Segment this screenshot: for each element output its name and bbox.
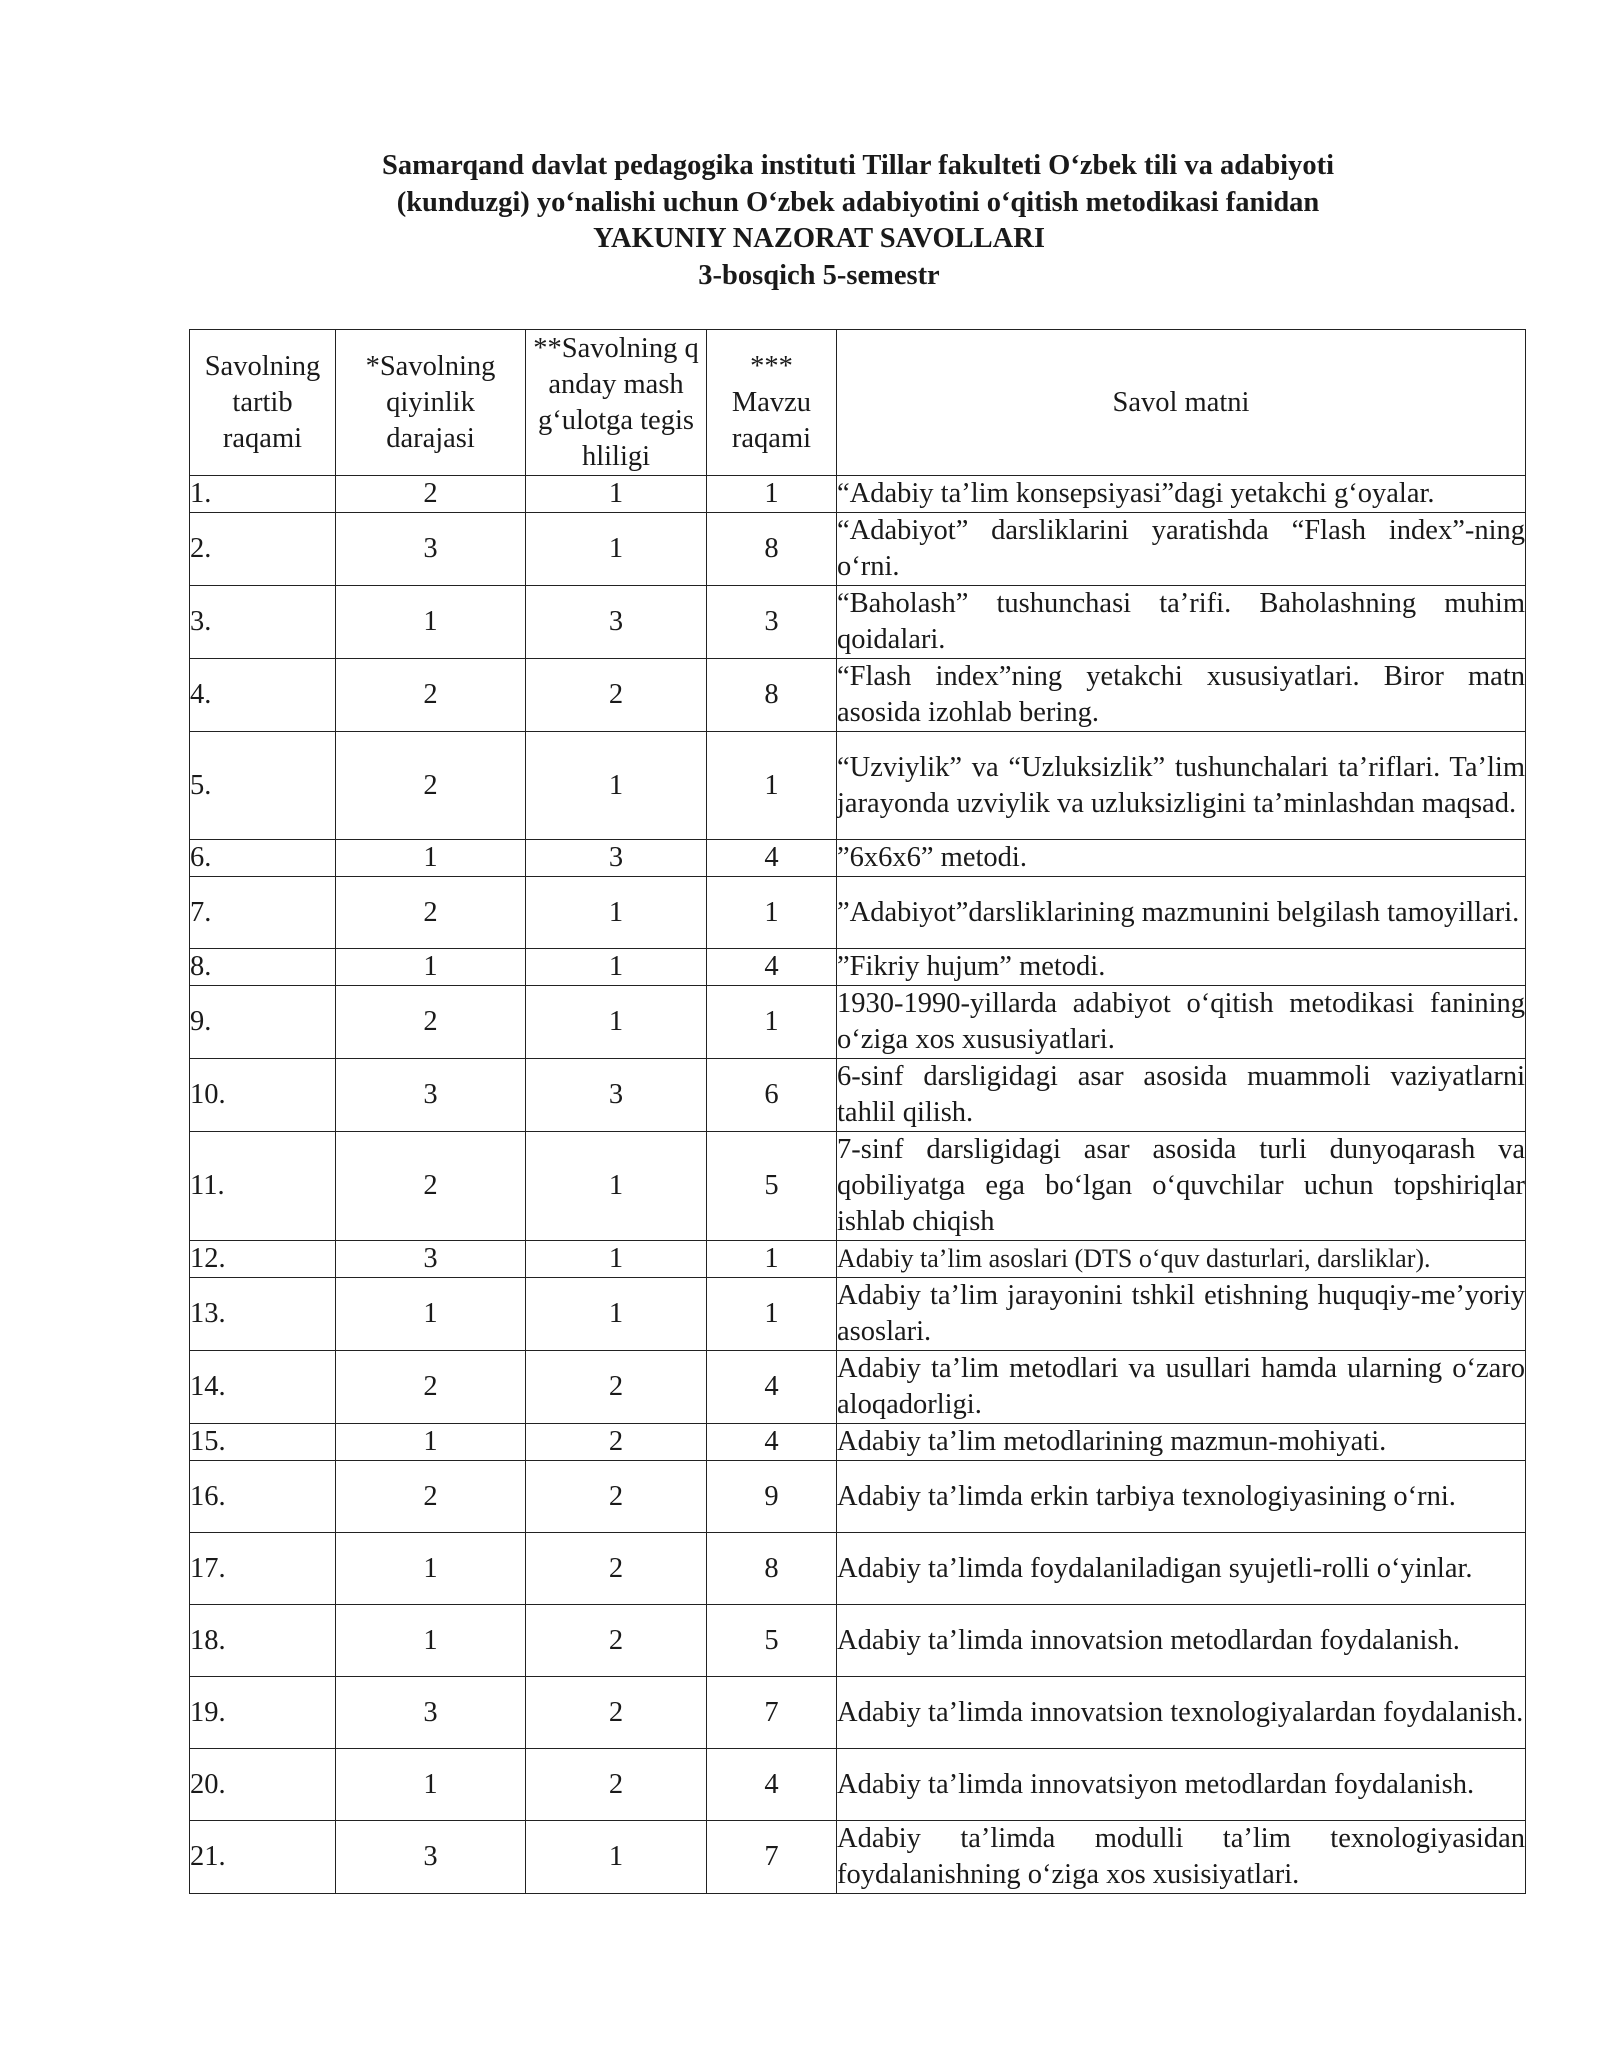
row-topic-number: 1	[707, 986, 837, 1059]
row-difficulty: 1	[336, 586, 526, 659]
row-topic-number: 9	[707, 1461, 837, 1533]
row-number: 16.	[190, 1461, 336, 1533]
table-row	[190, 986, 1526, 1059]
row-number: 14.	[190, 1351, 336, 1424]
row-difficulty: 3	[336, 1821, 526, 1894]
question-text: Adabiy ta’limda foydalaniladigan syujetli-rolli o‘yinlar.	[837, 1552, 1473, 1584]
row-topic-number: 7	[707, 1677, 837, 1749]
row-topic-number: 4	[707, 949, 837, 986]
row-question-text	[837, 1424, 1526, 1461]
table-row	[190, 586, 1526, 659]
row-question-text	[837, 949, 1526, 986]
row-question-text	[837, 1132, 1526, 1241]
table-row	[190, 513, 1526, 586]
question-text: 7-sinf darsligidagi asar asosida turli dunyoqarash va qobiliyatga ega bo‘lgan o‘quvchilar uchun topshiriqlar ishlab chiqish	[837, 1134, 1525, 1237]
row-difficulty: 2	[336, 1132, 526, 1241]
row-difficulty: 2	[336, 1461, 526, 1533]
row-number: 1.	[190, 476, 336, 513]
row-question-text	[837, 1605, 1526, 1677]
col-header-lesson-type: **Savolning qanday mashg‘ulotga tegishliligi	[526, 330, 707, 476]
table-row	[190, 1424, 1526, 1461]
row-number: 7.	[190, 877, 336, 949]
row-question-text	[837, 840, 1526, 877]
row-question-text	[837, 476, 1526, 513]
row-difficulty: 1	[336, 949, 526, 986]
row-difficulty: 1	[336, 1533, 526, 1605]
question-text: ”Fikriy hujum” metodi.	[837, 951, 1106, 982]
table-row	[190, 1749, 1526, 1821]
col-header-number: Savolning tartib raqami	[190, 330, 336, 476]
row-topic-number: 1	[707, 1241, 837, 1278]
document-title: YAKUNIY NAZORAT SAVOLLARI	[593, 223, 1045, 254]
table-row	[190, 1132, 1526, 1241]
table-body	[190, 476, 1526, 1894]
table-header-row	[190, 330, 1526, 476]
row-difficulty: 2	[336, 986, 526, 1059]
row-lesson-type: 2	[526, 1533, 707, 1605]
row-lesson-type: 2	[526, 659, 707, 732]
row-question-text	[837, 586, 1526, 659]
row-lesson-type: 2	[526, 1351, 707, 1424]
row-question-text	[837, 986, 1526, 1059]
header-course: (kunduzgi) yo‘nalishi uchun O‘zbek adabiyotini o‘qitish metodikasi fanidan	[396, 186, 1320, 218]
question-text: 1930-1990-yillarda adabiyot o‘qitish metodikasi fanining o‘ziga xos xususiyatlari.	[837, 988, 1525, 1055]
row-number: 8.	[190, 949, 336, 986]
row-number: 21.	[190, 1821, 336, 1894]
row-topic-number: 4	[707, 1351, 837, 1424]
table-row	[190, 1677, 1526, 1749]
row-lesson-type: 2	[526, 1461, 707, 1533]
row-topic-number: 4	[707, 840, 837, 877]
row-difficulty: 2	[336, 476, 526, 513]
row-difficulty: 3	[336, 1241, 526, 1278]
row-topic-number: 4	[707, 1749, 837, 1821]
question-text: Adabiy ta’limda erkin tarbiya texnologiyasining o‘rni.	[837, 1480, 1456, 1512]
row-question-text	[837, 1059, 1526, 1132]
question-text: “Uzviylik” va “Uzluksizlik” tushunchalari ta’riflari. Ta’lim jarayonda uzviylik va uzluksizligini ta’minlashdan maqsad.	[837, 751, 1525, 819]
table-row	[190, 877, 1526, 949]
row-lesson-type: 1	[526, 986, 707, 1059]
row-difficulty: 3	[336, 1059, 526, 1132]
row-topic-number: 7	[707, 1821, 837, 1894]
table-header	[190, 330, 1526, 476]
question-text: Adabiy ta’lim metodlari va usullari hamda ularning o‘zaro aloqadorligi.	[837, 1353, 1525, 1420]
col-header-question-text: Savol matni	[837, 330, 1526, 476]
row-question-text	[837, 1533, 1526, 1605]
table-row	[190, 659, 1526, 732]
row-question-text	[837, 877, 1526, 949]
row-topic-number: 8	[707, 513, 837, 586]
row-question-text	[837, 1241, 1526, 1278]
row-number: 12.	[190, 1241, 336, 1278]
question-text: Adabiy ta’lim jarayonini tshkil etishning huquqiy-me’yoriy asoslari.	[837, 1280, 1525, 1347]
row-question-text	[837, 1278, 1526, 1351]
row-topic-number: 1	[707, 732, 837, 840]
table-row	[190, 840, 1526, 877]
row-topic-number: 4	[707, 1424, 837, 1461]
row-lesson-type: 2	[526, 1424, 707, 1461]
question-text: Adabiy ta’lim metodlarining mazmun-mohiyati.	[837, 1426, 1387, 1457]
row-topic-number: 1	[707, 476, 837, 513]
row-lesson-type: 1	[526, 513, 707, 586]
row-difficulty: 1	[336, 1605, 526, 1677]
row-difficulty: 3	[336, 513, 526, 586]
row-lesson-type: 1	[526, 732, 707, 840]
table-row	[190, 1241, 1526, 1278]
question-text: “Flash index”ning yetakchi xususiyatlari. Biror matn asosida izohlab bering.	[837, 661, 1525, 728]
row-number: 15.	[190, 1424, 336, 1461]
header-semester: 3-bosqich 5-semestr	[698, 259, 940, 291]
row-question-text	[837, 1677, 1526, 1749]
row-lesson-type: 1	[526, 1132, 707, 1241]
row-question-text	[837, 1821, 1526, 1894]
row-difficulty: 2	[336, 732, 526, 840]
row-question-text	[837, 1351, 1526, 1424]
row-difficulty: 1	[336, 1749, 526, 1821]
row-topic-number: 8	[707, 659, 837, 732]
row-lesson-type: 1	[526, 1278, 707, 1351]
row-lesson-type: 1	[526, 949, 707, 986]
row-number: 3.	[190, 586, 336, 659]
row-number: 6.	[190, 840, 336, 877]
header-institution: Samarqand davlat pedagogika instituti Tillar fakulteti O‘zbek tili va adabiyoti	[381, 150, 1334, 181]
row-number: 2.	[190, 513, 336, 586]
row-lesson-type: 1	[526, 1241, 707, 1278]
questions-table	[189, 329, 1526, 1894]
row-number: 20.	[190, 1749, 336, 1821]
question-text: Adabiy ta’limda innovatsiyon metodlardan foydalanish.	[837, 1768, 1475, 1800]
question-text: “Adabiyot” darsliklarini yaratishda “Flash index”-ning o‘rni.	[837, 515, 1525, 582]
row-lesson-type: 2	[526, 1677, 707, 1749]
question-text: “Adabiy ta’lim konsepsiyasi”dagi yetakchi g‘oyalar.	[837, 478, 1435, 509]
row-question-text	[837, 513, 1526, 586]
row-topic-number: 1	[707, 877, 837, 949]
table-row	[190, 1461, 1526, 1533]
row-number: 18.	[190, 1605, 336, 1677]
row-topic-number: 6	[707, 1059, 837, 1132]
col-header-difficulty: *Savolning qiyinlik darajasi	[336, 330, 526, 476]
question-text: Adabiy ta’limda innovatsion texnologiyalardan foydalanish.	[837, 1696, 1524, 1728]
question-text: ”6x6x6” metodi.	[837, 842, 1027, 873]
table-row	[190, 1821, 1526, 1894]
question-text: ”Adabiyot”darsliklarining mazmunini belgilash tamoyillari.	[837, 896, 1520, 928]
row-number: 4.	[190, 659, 336, 732]
row-difficulty: 1	[336, 1278, 526, 1351]
row-number: 13.	[190, 1278, 336, 1351]
table-row	[190, 1278, 1526, 1351]
row-lesson-type: 3	[526, 586, 707, 659]
row-lesson-type: 2	[526, 1749, 707, 1821]
row-number: 9.	[190, 986, 336, 1059]
row-topic-number: 5	[707, 1605, 837, 1677]
question-text: Adabiy ta’limda modulli ta’lim texnologiyasidan foydalanishning o‘ziga xos xusisiyatlari.	[837, 1823, 1525, 1890]
row-question-text	[837, 732, 1526, 840]
table-row	[190, 1351, 1526, 1424]
row-lesson-type: 1	[526, 877, 707, 949]
row-question-text	[837, 1749, 1526, 1821]
row-number: 11.	[190, 1132, 336, 1241]
row-lesson-type: 2	[526, 1605, 707, 1677]
row-lesson-type: 1	[526, 476, 707, 513]
row-topic-number: 1	[707, 1278, 837, 1351]
row-question-text	[837, 659, 1526, 732]
row-lesson-type: 3	[526, 840, 707, 877]
row-topic-number: 3	[707, 586, 837, 659]
table-row	[190, 949, 1526, 986]
table-row	[190, 1605, 1526, 1677]
row-number: 5.	[190, 732, 336, 840]
question-text: Adabiy ta’lim asoslari (DTS o‘quv dasturlari, darsliklar).	[837, 1244, 1431, 1273]
row-difficulty: 2	[336, 877, 526, 949]
row-number: 19.	[190, 1677, 336, 1749]
row-question-text	[837, 1461, 1526, 1533]
document-header	[0, 148, 1600, 294]
question-text: 6-sinf darsligidagi asar asosida muammoli vaziyatlarni tahlil qilish.	[837, 1061, 1525, 1128]
row-difficulty: 2	[336, 1351, 526, 1424]
row-lesson-type: 1	[526, 1821, 707, 1894]
question-text: Adabiy ta’limda innovatsion metodlardan foydalanish.	[837, 1624, 1460, 1656]
question-text: “Baholash” tushunchasi ta’rifi. Baholashning muhim qoidalari.	[837, 588, 1525, 655]
row-topic-number: 8	[707, 1533, 837, 1605]
table-row	[190, 732, 1526, 840]
row-difficulty: 1	[336, 840, 526, 877]
row-difficulty: 1	[336, 1424, 526, 1461]
row-difficulty: 3	[336, 1677, 526, 1749]
table-row	[190, 1059, 1526, 1132]
row-number: 10.	[190, 1059, 336, 1132]
row-topic-number: 5	[707, 1132, 837, 1241]
row-number: 17.	[190, 1533, 336, 1605]
col-header-topic: *** Mavzu raqami	[707, 330, 837, 476]
table-row	[190, 476, 1526, 513]
row-difficulty: 2	[336, 659, 526, 732]
table-row	[190, 1533, 1526, 1605]
row-lesson-type: 3	[526, 1059, 707, 1132]
